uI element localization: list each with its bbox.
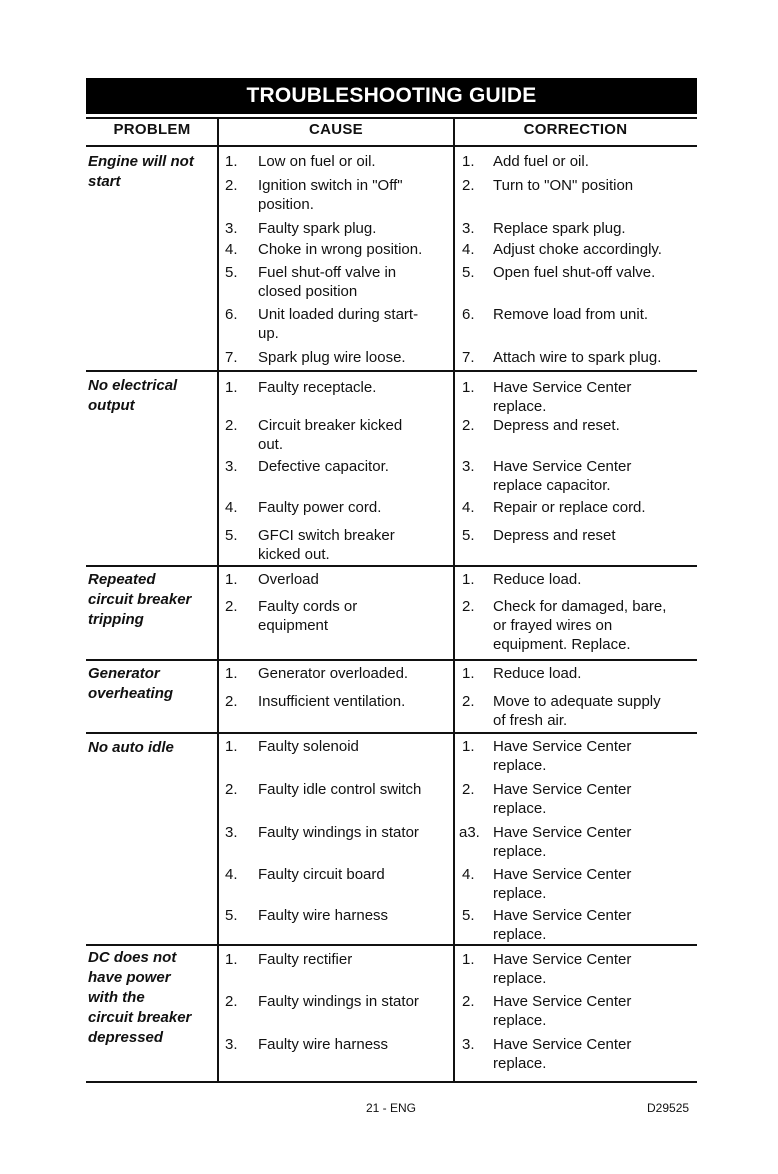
correction-text: Have Service Center	[493, 458, 632, 475]
cause-text: Overload	[258, 571, 319, 588]
correction-number: 6.	[462, 306, 475, 323]
correction-text: Have Service Center	[493, 993, 632, 1010]
cause-text: Faulty windings in stator	[258, 824, 419, 841]
section-rule	[86, 659, 697, 661]
header-correction: CORRECTION	[523, 121, 628, 138]
cause-text: Generator overloaded.	[258, 665, 409, 682]
correction-number: 2.	[462, 781, 475, 798]
correction-text: Have Service Center	[493, 907, 632, 924]
correction-text: Reduce load.	[493, 665, 582, 682]
correction-text: Have Service Center	[493, 866, 632, 883]
cause-text: up.	[258, 325, 279, 342]
cause-number: 1.	[225, 153, 238, 170]
correction-number: 1.	[462, 153, 475, 170]
correction-number: 5.	[462, 264, 475, 281]
header-top-rule	[86, 117, 697, 119]
cause-text: Faulty circuit board	[258, 866, 385, 883]
correction-number: 5.	[462, 527, 475, 544]
correction-text: Have Service Center	[493, 379, 632, 396]
cause-text: Faulty rectifier	[258, 951, 353, 968]
cause-text: Faulty solenoid	[258, 738, 359, 755]
problem-label: start	[88, 173, 121, 190]
problem-label: No electrical	[88, 377, 178, 394]
problem-label: Engine will not	[88, 153, 194, 170]
correction-text: Have Service Center	[493, 781, 632, 798]
cause-number: 4.	[225, 499, 238, 516]
correction-text: equipment. Replace.	[493, 636, 631, 653]
header-cause: CAUSE	[308, 121, 363, 138]
correction-text: replace.	[493, 757, 547, 774]
problem-label: depressed	[88, 1029, 164, 1046]
cause-text: Unit loaded during start-	[258, 306, 419, 323]
correction-text: Adjust choke accordingly.	[493, 241, 662, 258]
cause-text: Defective capacitor.	[258, 458, 389, 475]
correction-number: 1.	[462, 379, 475, 396]
correction-text: Have Service Center	[493, 824, 632, 841]
problem-label: output	[88, 397, 135, 414]
correction-text: replace.	[493, 926, 547, 943]
problem-label: have power	[88, 969, 171, 986]
correction-text: Have Service Center	[493, 951, 632, 968]
cause-number: 3.	[225, 1036, 238, 1053]
column-divider-2	[453, 117, 455, 1081]
cause-text: Faulty wire harness	[258, 1036, 389, 1053]
header-bottom-rule	[86, 145, 697, 147]
correction-text: Have Service Center	[493, 738, 632, 755]
cause-text: Fuel shut-off valve in	[258, 264, 397, 281]
correction-number: 4.	[462, 241, 475, 258]
cause-number: 2.	[225, 993, 238, 1010]
cause-text: GFCI switch breaker	[258, 527, 395, 544]
correction-number: 1.	[462, 951, 475, 968]
section-rule	[86, 944, 697, 946]
cause-text: Faulty cords or	[258, 598, 358, 615]
cause-number: 2.	[225, 598, 238, 615]
cause-text: Circuit breaker kicked	[258, 417, 403, 434]
correction-text: or frayed wires on	[493, 617, 613, 634]
correction-number: 4.	[462, 499, 475, 516]
column-divider-1	[217, 117, 219, 1081]
problem-label: circuit breaker	[88, 591, 192, 608]
cause-text: closed position	[258, 283, 358, 300]
correction-number: 2.	[462, 598, 475, 615]
cause-number: 2.	[225, 693, 238, 710]
section-rule	[86, 370, 697, 372]
cause-text: Faulty receptacle.	[258, 379, 377, 396]
header-problem: PROBLEM	[113, 121, 191, 138]
correction-text: Move to adequate supply	[493, 693, 661, 710]
problem-label: DC does not	[88, 949, 177, 966]
cause-number: 5.	[225, 907, 238, 924]
correction-text: replace.	[493, 398, 547, 415]
correction-number: 1.	[462, 738, 475, 755]
cause-number: 2.	[225, 781, 238, 798]
cause-number: 3.	[225, 458, 238, 475]
cause-number: 1.	[225, 379, 238, 396]
section-rule	[86, 1081, 697, 1083]
page-number: 21 - ENG	[366, 1101, 417, 1115]
correction-number: 2.	[462, 417, 475, 434]
correction-number: 3.	[462, 1036, 475, 1053]
cause-text: Choke in wrong position.	[258, 241, 423, 258]
cause-number: 3.	[225, 220, 238, 237]
correction-text: replace.	[493, 1012, 547, 1029]
section-rule	[86, 565, 697, 567]
problem-label: overheating	[88, 685, 174, 702]
correction-text: Reduce load.	[493, 571, 582, 588]
cause-text: Faulty power cord.	[258, 499, 382, 516]
correction-text: of fresh air.	[493, 712, 568, 729]
correction-text: Open fuel shut-off valve.	[493, 264, 656, 281]
cause-text: Faulty windings in stator	[258, 993, 419, 1010]
problem-label: with the	[88, 989, 145, 1006]
cause-text: Ignition switch in "Off"	[258, 177, 403, 194]
cause-number: 6.	[225, 306, 238, 323]
cause-text: Faulty idle control switch	[258, 781, 422, 798]
correction-text: Check for damaged, bare,	[493, 598, 667, 615]
problem-label: Repeated	[88, 571, 156, 588]
cause-number: 4.	[225, 866, 238, 883]
cause-text: Spark plug wire loose.	[258, 349, 406, 366]
correction-number: 4.	[462, 866, 475, 883]
cause-text: kicked out.	[258, 546, 330, 563]
cause-text: equipment	[258, 617, 329, 634]
correction-text: replace.	[493, 800, 547, 817]
problem-label: No auto idle	[88, 739, 174, 756]
correction-text: replace capacitor.	[493, 477, 611, 494]
correction-text: Depress and reset	[493, 527, 616, 544]
correction-text: Have Service Center	[493, 1036, 632, 1053]
correction-text: replace.	[493, 970, 547, 987]
document-code: D29525	[647, 1101, 690, 1115]
cause-number: 1.	[225, 665, 238, 682]
cause-text: Faulty spark plug.	[258, 220, 377, 237]
section-rule	[86, 732, 697, 734]
cause-text: position.	[258, 196, 314, 213]
correction-number: 1.	[462, 665, 475, 682]
cause-number: 1.	[225, 571, 238, 588]
cause-number: 1.	[225, 951, 238, 968]
correction-number: a3.	[459, 824, 480, 841]
correction-text: Attach wire to spark plug.	[493, 349, 662, 366]
cause-text: out.	[258, 436, 284, 453]
correction-text: replace.	[493, 885, 547, 902]
problem-label: circuit breaker	[88, 1009, 192, 1026]
correction-text: Add fuel or oil.	[493, 153, 589, 170]
problem-label: Generator	[88, 665, 160, 682]
correction-number: 7.	[462, 349, 475, 366]
guide-title: TROUBLESHOOTING GUIDE	[86, 78, 697, 114]
correction-number: 5.	[462, 907, 475, 924]
correction-text: replace.	[493, 843, 547, 860]
correction-number: 2.	[462, 177, 475, 194]
cause-text: Low on fuel or oil.	[258, 153, 376, 170]
correction-text: Remove load from unit.	[493, 306, 649, 323]
correction-number: 2.	[462, 693, 475, 710]
correction-number: 2.	[462, 993, 475, 1010]
cause-number: 2.	[225, 177, 238, 194]
cause-number: 5.	[225, 264, 238, 281]
correction-number: 3.	[462, 220, 475, 237]
problem-label: tripping	[88, 611, 144, 628]
cause-number: 7.	[225, 349, 238, 366]
correction-text: Repair or replace cord.	[493, 499, 646, 516]
cause-number: 2.	[225, 417, 238, 434]
correction-text: Depress and reset.	[493, 417, 620, 434]
correction-number: 1.	[462, 571, 475, 588]
correction-text: Replace spark plug.	[493, 220, 626, 237]
cause-number: 3.	[225, 824, 238, 841]
correction-text: Turn to "ON" position	[493, 177, 634, 194]
cause-number: 1.	[225, 738, 238, 755]
correction-number: 3.	[462, 458, 475, 475]
cause-number: 5.	[225, 527, 238, 544]
cause-text: Insufficient ventilation.	[258, 693, 406, 710]
cause-number: 4.	[225, 241, 238, 258]
correction-text: replace.	[493, 1055, 547, 1072]
cause-text: Faulty wire harness	[258, 907, 389, 924]
